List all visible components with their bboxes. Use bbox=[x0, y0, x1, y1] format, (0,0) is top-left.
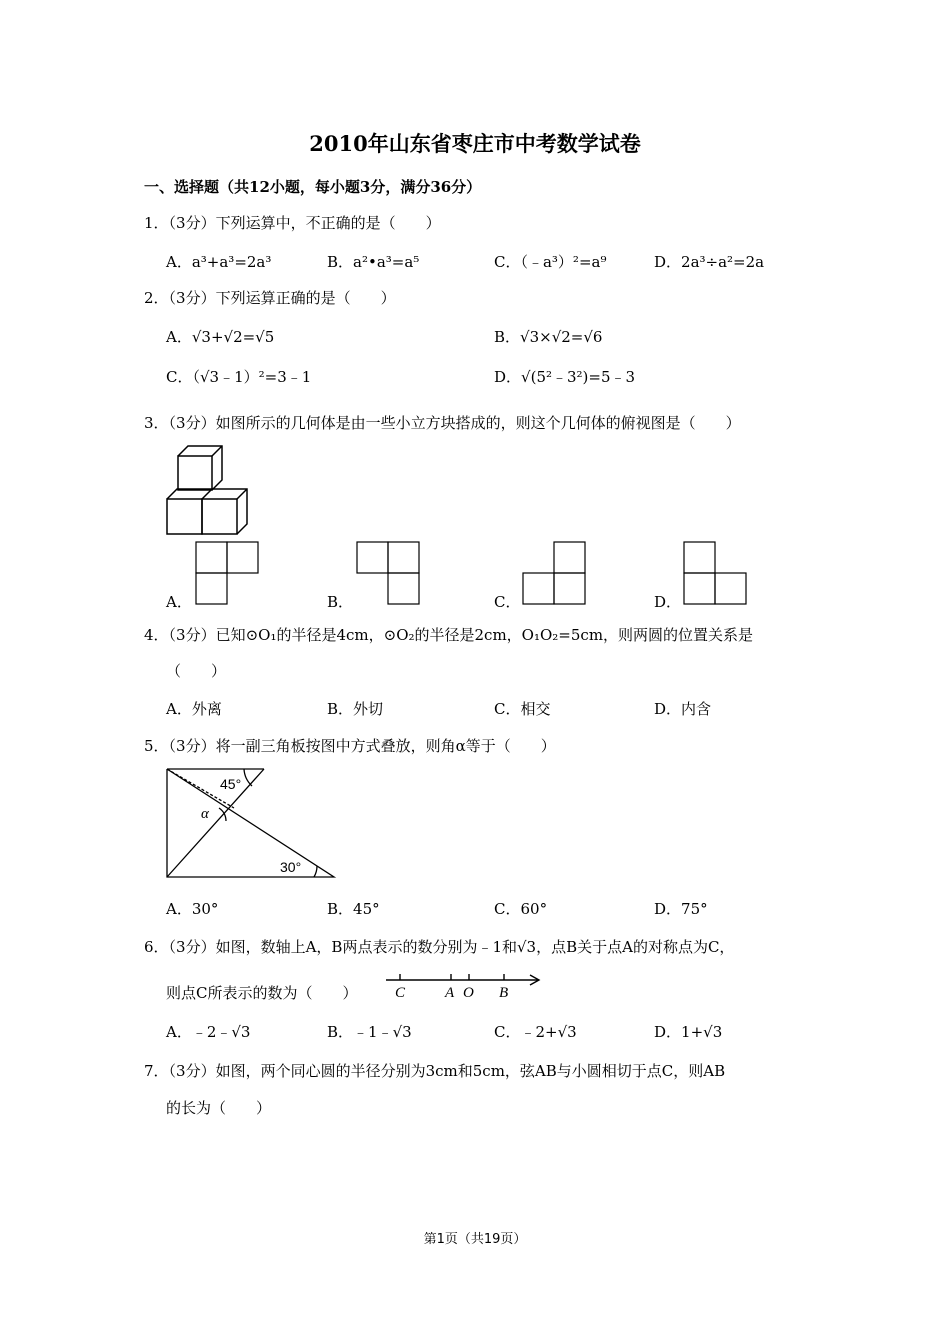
q6-option-a: A．﹣2﹣√3 bbox=[166, 1023, 251, 1041]
q2-option-a: A．√3+√2=√5 bbox=[166, 328, 275, 346]
q4-option-a: A．外离 bbox=[166, 700, 222, 718]
q3-option-a-figure bbox=[195, 541, 259, 606]
q1-option-d: D．2a³÷a²=2a bbox=[654, 253, 765, 271]
q1-option-b: B．a²•a³=a⁵ bbox=[327, 253, 420, 271]
q4-option-c: C．相交 bbox=[494, 700, 551, 718]
q1-option-a: A．a³+a³=2a³ bbox=[166, 253, 272, 271]
q5-triangle-figure bbox=[164, 766, 339, 881]
q5-stem: 5．（3分）将一副三角板按图中方式叠放，则角α等于（ ） bbox=[144, 737, 556, 755]
q1-stem: 1．（3分）下列运算中，不正确的是（ ） bbox=[144, 214, 441, 232]
q7-stem: 7．（3分）如图，两个同心圆的半径分别为3cm和5cm，弦AB与小圆相切于点C，则AB bbox=[144, 1062, 726, 1080]
q2-option-a-expr: √3+√2=√5 bbox=[191, 328, 275, 346]
q2-option-d: D．√(5²﹣3²)=5﹣3 bbox=[494, 368, 636, 386]
q3-option-b: B． bbox=[327, 593, 354, 611]
q5-label-30: 30° bbox=[280, 859, 302, 875]
q2-stem: 2．（3分）下列运算正确的是（ ） bbox=[144, 289, 396, 307]
page-title: 2010年山东省枣庄市中考数学试卷 bbox=[309, 131, 641, 156]
q6-stem-continued: 则点C所表示的数为（ ） bbox=[166, 984, 358, 1002]
q3-option-c-figure bbox=[522, 541, 586, 606]
q3-option-c: C． bbox=[494, 593, 521, 611]
section-heading: 一、选择题（共12小题，每小题3分，满分36分） bbox=[144, 178, 482, 196]
q3-cube-figure bbox=[164, 440, 254, 538]
q3-option-b-figure bbox=[356, 541, 420, 606]
q3-option-a: A． bbox=[166, 593, 192, 611]
q6-option-d: D．1+√3 bbox=[654, 1023, 723, 1041]
q2-option-c: C．（√3﹣1）²=3﹣1 bbox=[166, 368, 312, 386]
q6-label-c: C bbox=[395, 985, 406, 1000]
q4-option-b: B．外切 bbox=[327, 700, 384, 718]
q1-option-c: C．（﹣a³）²=a⁹ bbox=[494, 253, 607, 271]
q6-stem: 6．（3分）如图，数轴上A，B两点表示的数分别为﹣1和√3，点B关于点A的对称点为C， bbox=[144, 938, 735, 956]
q2-option-b-expr: √3×√2=√6 bbox=[520, 328, 603, 346]
page-footer: 第1页（共19页） bbox=[423, 1232, 527, 1247]
q6-label-o: O bbox=[463, 985, 474, 1000]
q3-option-d-figure bbox=[683, 541, 747, 606]
q6-option-c: C．﹣2+√3 bbox=[494, 1023, 577, 1041]
q5-label-45: 45° bbox=[220, 776, 242, 792]
q2-option-d-expr: √(5²﹣3²)=5﹣3 bbox=[521, 368, 636, 386]
q5-option-a: A．30° bbox=[166, 900, 219, 918]
q7-stem-continued: 的长为（ ） bbox=[166, 1099, 272, 1117]
q5-option-d: D．75° bbox=[654, 900, 708, 918]
q5-option-c: C．60° bbox=[494, 900, 548, 918]
q3-stem: 3．（3分）如图所示的几何体是由一些小立方块搭成的，则这个几何体的俯视图是（ ） bbox=[144, 414, 741, 432]
q5-option-b: B．45° bbox=[327, 900, 380, 918]
q5-label-alpha: α bbox=[201, 806, 209, 822]
q4-stem-continued: （ ） bbox=[166, 662, 227, 680]
q2-option-c-expr: （√3﹣1）²=3﹣1 bbox=[192, 368, 312, 386]
q6-label-a: A bbox=[445, 985, 455, 1000]
q6-option-b: B．﹣1﹣√3 bbox=[327, 1023, 412, 1041]
q4-option-d: D．内含 bbox=[654, 700, 712, 718]
q6-label-b: B bbox=[499, 985, 509, 1000]
q2-option-b: B．√3×√2=√6 bbox=[494, 328, 603, 346]
q4-stem: 4．（3分）已知⊙O₁的半径是4cm，⊙O₂的半径是2cm，O₁O₂=5cm，则两圆的位置关系是 bbox=[144, 626, 754, 644]
q3-option-d: D． bbox=[654, 593, 682, 611]
q6-number-line bbox=[384, 970, 544, 1000]
